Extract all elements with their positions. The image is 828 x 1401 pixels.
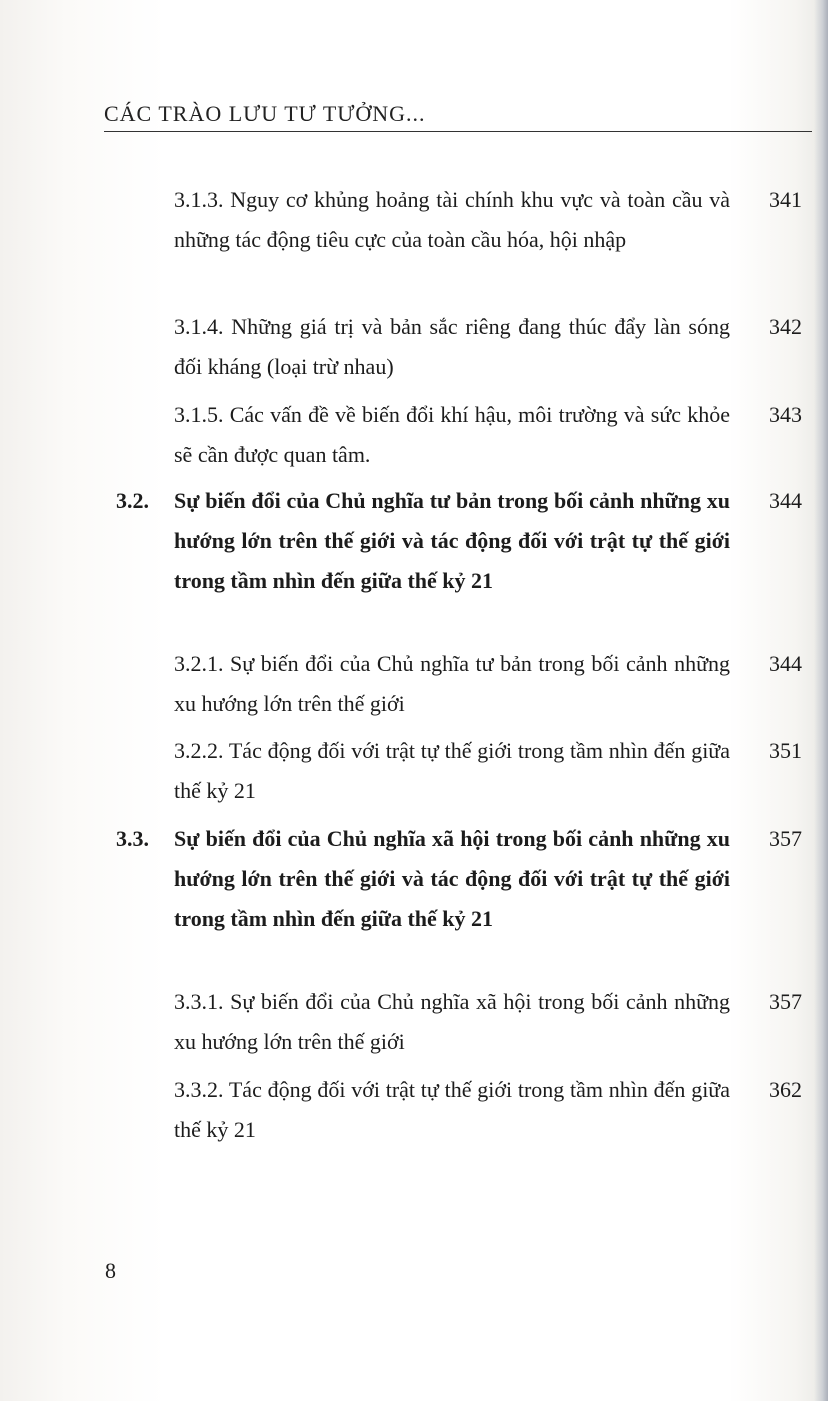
toc-entry	[174, 982, 802, 1062]
toc-section-number: 3.2.	[116, 488, 149, 513]
page-number: 8	[105, 1258, 116, 1283]
toc-section-title: Sự biến đổi của Chủ nghĩa tư bản trong bối cảnh những xu hướng lớn trên thế giới và tác động đối với trật tự thế giới trong tầm nhìn đến giữa thế kỷ 21	[174, 488, 730, 593]
toc-entry	[174, 180, 802, 260]
header-rule	[104, 131, 812, 132]
toc-entry-title: 3.3.1. Sự biến đổi của Chủ nghĩa xã hội trong bối cảnh những xu hướng lớn trên thế giới	[174, 989, 730, 1054]
page-edge-shadow	[814, 0, 828, 1401]
toc-section-page: 357	[769, 826, 802, 851]
toc-entry-page: 341	[769, 187, 802, 212]
toc-entry-page: 351	[769, 738, 802, 763]
toc-entry-title: 3.1.5. Các vấn đề về biến đổi khí hậu, môi trường và sức khỏe sẽ cần được quan tâm.	[174, 402, 730, 467]
toc-entry-page: 342	[769, 314, 802, 339]
toc-entry-title: 3.3.2. Tác động đối với trật tự thế giới trong tầm nhìn đến giữa thế kỷ 21	[174, 1077, 730, 1142]
toc-entry-page: 343	[769, 402, 802, 427]
toc-section-page: 344	[769, 488, 802, 513]
toc-entry	[174, 644, 802, 724]
toc-entry-title: 3.2.1. Sự biến đổi của Chủ nghĩa tư bản trong bối cảnh những xu hướng lớn trên thế giới	[174, 651, 730, 716]
toc-entry	[174, 1070, 802, 1150]
toc-entry-title: 3.2.2. Tác động đối với trật tự thế giới trong tầm nhìn đến giữa thế kỷ 21	[174, 738, 730, 803]
toc-section-title: Sự biến đổi của Chủ nghĩa xã hội trong bối cảnh những xu hướng lớn trên thế giới và tác động đối với trật tự thế giới trong tầm nhìn đến giữa thế kỷ 21	[174, 826, 730, 931]
toc-entry-title: 3.1.4. Những giá trị và bản sắc riêng đang thúc đẩy làn sóng đối kháng (loại trừ nhau)	[174, 314, 730, 379]
toc-entry-page: 344	[769, 651, 802, 676]
toc-entry	[174, 731, 802, 811]
toc-section-number: 3.3.	[116, 826, 149, 851]
toc-entry-page: 357	[769, 989, 802, 1014]
toc-entry-page: 362	[769, 1077, 802, 1102]
running-head: CÁC TRÀO LƯU TƯ TƯỞNG...	[104, 101, 426, 126]
toc-entry-title: 3.1.3. Nguy cơ khủng hoảng tài chính khu vực và toàn cầu và những tác động tiêu cực của toàn cầu hóa, hội nhập	[174, 187, 730, 252]
toc-entry	[174, 395, 802, 475]
toc-entry	[174, 307, 802, 387]
